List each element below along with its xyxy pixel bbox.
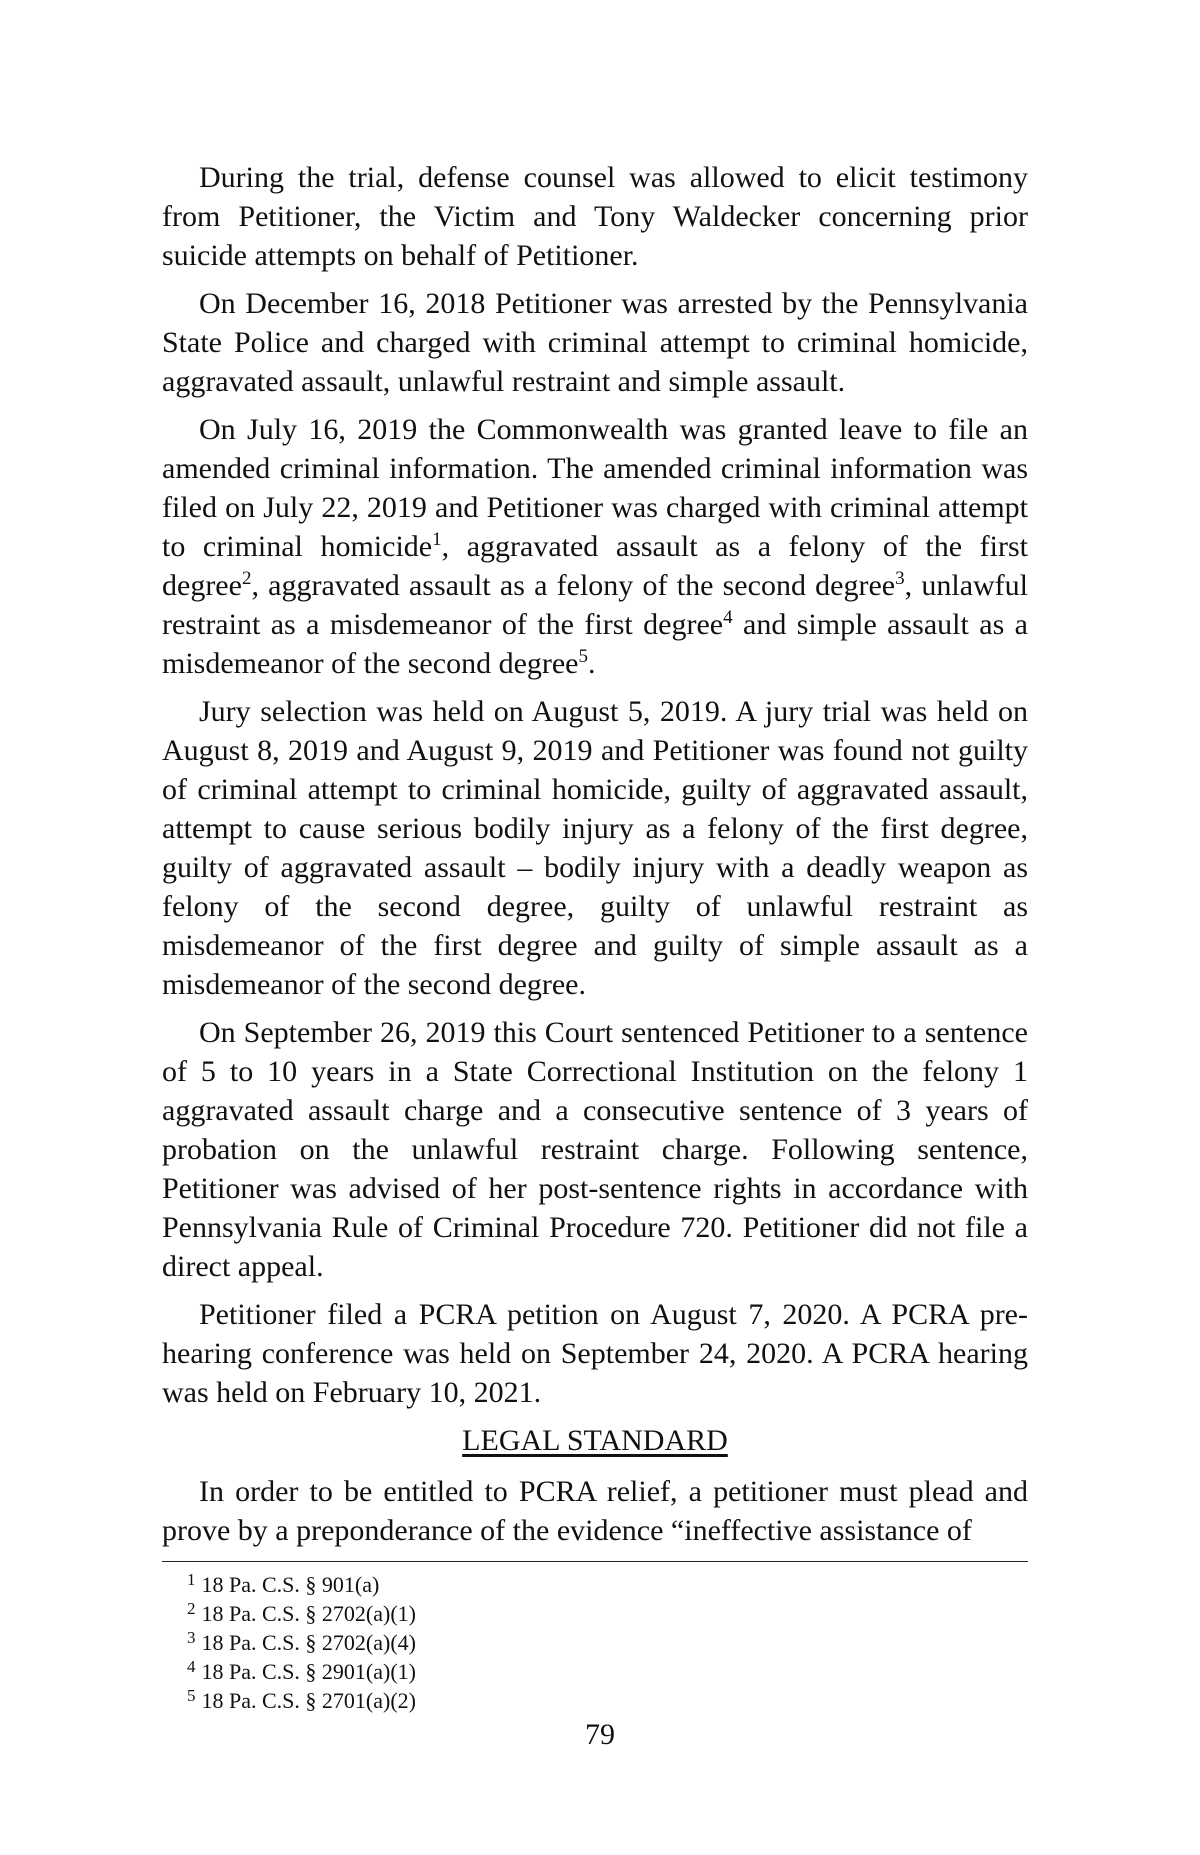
paragraph-text: and simple assault as a misdemeanor of the second degree <box>162 608 1028 680</box>
page-body <box>162 158 1028 1715</box>
footnote-text: 18 Pa. C.S. § 2702(a)(1) <box>201 1601 416 1626</box>
paragraph-arrest <box>162 284 1028 401</box>
footnote-number: 4 <box>187 1657 196 1676</box>
footnote-4 <box>162 1657 1028 1686</box>
footnote-divider <box>162 1561 1028 1562</box>
paragraph-text: During the trial, defense counsel was allowed to elicit testimony from Petitioner, the Victim and Tony Waldecker concerning prior suicide attempts on behalf of Petitioner. <box>162 161 1028 272</box>
footnotes-list <box>162 1570 1028 1715</box>
section-heading-legal-standard: LEGAL STANDARD <box>462 1424 728 1457</box>
paragraph-trial-testimony <box>162 158 1028 275</box>
paragraph-sentencing <box>162 1013 1028 1286</box>
footnote-text: 18 Pa. C.S. § 2701(a)(2) <box>201 1688 416 1713</box>
footnote-ref-4[interactable]: 4 <box>723 607 733 628</box>
paragraph-text: , aggravated assault as a felony of the first degree <box>162 530 1028 602</box>
footnote-1 <box>162 1570 1028 1599</box>
footnote-ref-1[interactable]: 1 <box>432 529 442 550</box>
footnote-2 <box>162 1599 1028 1628</box>
footnote-ref-2[interactable]: 2 <box>241 568 252 589</box>
paragraph-pcra-petition <box>162 1295 1028 1412</box>
footnote-text: 18 Pa. C.S. § 901(a) <box>201 1572 380 1597</box>
footnote-ref-3[interactable]: 3 <box>895 568 905 589</box>
paragraph-text: On July 16, 2019 the Commonwealth was granted leave to file an amended criminal information. The amended criminal information was filed on July 22, 2019 and Petitioner was charged with criminal attempt to criminal homicide <box>162 413 1028 563</box>
footnote-number: 5 <box>187 1686 196 1705</box>
paragraph-text: On December 16, 2018 Petitioner was arrested by the Pennsylvania State Police and charged with criminal attempt to criminal homicide, aggravated assault, unlawful restraint and simple assault. <box>162 287 1028 398</box>
footnote-5 <box>162 1686 1028 1715</box>
footnote-text: 18 Pa. C.S. § 2901(a)(1) <box>201 1659 416 1684</box>
paragraph-legal-standard <box>162 1472 1028 1550</box>
paragraph-text: , aggravated assault as a felony of the second degree <box>251 569 896 602</box>
footnote-ref-5[interactable]: 5 <box>578 646 588 667</box>
paragraph-text: . <box>588 647 596 680</box>
paragraph-text: Jury selection was held on August 5, 2019. A jury trial was held on August 8, 2019 and August 9, 2019 and Petitioner was found not guilty of criminal attempt to criminal homicide, guilty of aggravated assault, attempt to cause serious bodily injury as a felony of the first degree, guilty of aggravated assault – bodily injury with a deadly weapon as felony of the second degree, guilty of unlawful restraint as misdemeanor of the first degree and guilty of simple assault as a misdemeanor of the second degree. <box>162 695 1028 1001</box>
paragraph-amended-information <box>162 410 1028 683</box>
footnote-text: 18 Pa. C.S. § 2702(a)(4) <box>201 1630 416 1655</box>
paragraph-jury-trial <box>162 692 1028 1004</box>
paragraph-text: In order to be entitled to PCRA relief, a petitioner must plead and prove by a preponderance of the evidence “ineffective assistance of <box>162 1475 1028 1547</box>
paragraph-text: On September 26, 2019 this Court sentenced Petitioner to a sentence of 5 to 10 years in a State Correctional Institution on the felony 1 aggravated assault charge and a consecutive sentence of 3 years of probation on the unlawful restraint charge. Following sentence, Petitioner was advised of her post-sentence rights in accordance with Pennsylvania Rule of Criminal Procedure 720. Petitioner did not file a direct appeal. <box>162 1016 1028 1283</box>
paragraph-text: Petitioner filed a PCRA petition on August 7, 2020. A PCRA prehearing conference was held on September 24, 2020. A PCRA hearing was held on February 10, 2021. <box>162 1298 1028 1409</box>
footnote-number: 1 <box>187 1570 196 1589</box>
footnote-number: 3 <box>187 1628 196 1647</box>
footnote-number: 2 <box>187 1599 196 1618</box>
footnote-3 <box>162 1628 1028 1657</box>
page-number: 79 <box>585 1718 615 1751</box>
paragraph-text: , unlawful restraint as a misdemeanor of the first degree <box>162 569 1028 641</box>
